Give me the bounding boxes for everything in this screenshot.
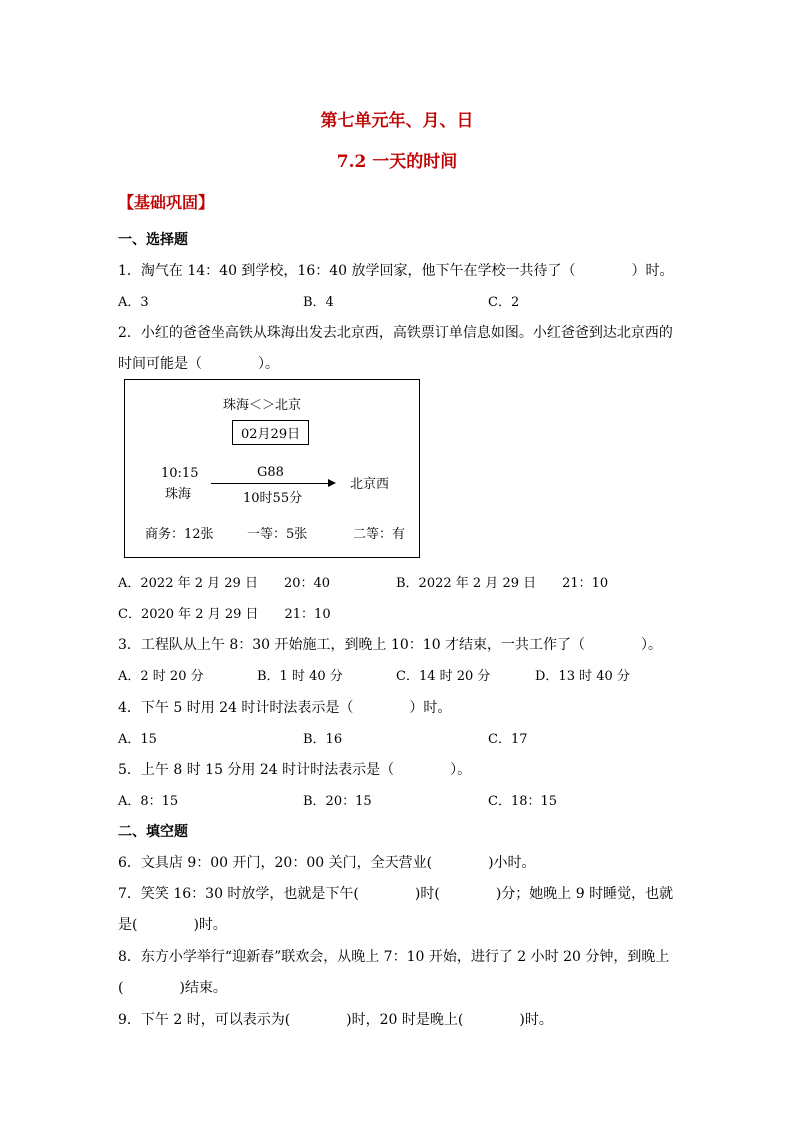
question-3: 3．工程队从上午 8：30 开始施工，到晚上 10：10 才结束，一共工作了（ ）。 <box>118 637 663 653</box>
ticket-route: 珠海＜＞北京 <box>223 398 302 413</box>
lesson-title: 7.2 一天的时间 <box>336 152 458 172</box>
q5-option-b: B．20：15 <box>303 794 372 809</box>
q2-option-b: B．2022 年 2 月 29 日 21：10 <box>396 576 609 591</box>
q1-option-c: C．2 <box>488 295 520 310</box>
question-9: 9．下午 2 时，可以表示为( )时，20 时是晚上( )时。 <box>118 1012 553 1028</box>
question-7-line-2: 是( )时。 <box>118 917 227 933</box>
q3-option-d: D．13 时 40 分 <box>535 669 630 684</box>
question-5: 5．上午 8 时 15 分用 24 时计时法表示是（ ）。 <box>118 762 472 778</box>
ticket-train-number: G88 <box>257 465 284 480</box>
ticket-second-class-seats: 二等：有 <box>353 527 406 542</box>
part1-heading: 一、选择题 <box>118 232 188 248</box>
q2-option-c: C．2020 年 2 月 29 日 21：10 <box>118 607 331 622</box>
q3-option-b: B．1 时 40 分 <box>257 669 343 684</box>
question-8-line-1: 8．东方小学举行“迎新春”联欢会，从晚上 7：10 开始，进行了 2 小时 20 分钟，到晚上 <box>118 949 670 965</box>
part2-heading: 二、填空题 <box>118 824 188 840</box>
question-6: 6．文具店 9：00 开门，20：00 关门，全天营业( )小时。 <box>118 855 536 871</box>
q5-option-c: C．18：15 <box>488 794 558 809</box>
unit-title: 第七单元年、月、日 <box>320 111 474 131</box>
arrow-right-icon <box>328 479 336 487</box>
ticket-depart-station: 珠海 <box>165 487 192 502</box>
question-8-line-2: ( )结束。 <box>118 980 227 996</box>
ticket-business-seats: 商务：12张 <box>145 527 214 542</box>
q2-option-a: A．2022 年 2 月 29 日 20：40 <box>118 576 331 591</box>
q3-option-c: C．14 时 20 分 <box>396 669 491 684</box>
question-1: 1．淘气在 14：40 到学校，16：40 放学回家，他下午在学校一共待了（ ）时。 <box>118 263 674 279</box>
ticket-arrive-station: 北京西 <box>350 477 390 492</box>
ticket-duration: 10时55分 <box>243 491 303 506</box>
train-ticket-figure <box>124 379 420 558</box>
ticket-depart-time: 10:15 <box>161 466 199 481</box>
q3-option-a: A．2 时 20 分 <box>118 669 204 684</box>
q4-option-c: C．17 <box>488 732 528 747</box>
ticket-date: 02月29日 <box>232 420 309 445</box>
question-4: 4．下午 5 时用 24 时计时法表示是（ ）时。 <box>118 700 452 716</box>
ticket-first-class-seats: 一等：5张 <box>247 527 308 542</box>
q1-option-a: A．3 <box>118 295 149 310</box>
q1-option-b: B．4 <box>303 295 334 310</box>
q4-option-a: A．15 <box>118 732 157 747</box>
q4-option-b: B．16 <box>303 732 343 747</box>
question-7-line-1: 7．笑笑 16：30 时放学，也就是下午( )时( )分；她晚上 9 时睡觉，也就 <box>118 886 674 902</box>
q5-option-a: A．8：15 <box>118 794 179 809</box>
ticket-arrow-line <box>211 483 329 484</box>
question-2-line-2: 时间可能是（ ）。 <box>118 356 279 372</box>
question-2-line-1: 2．小红的爸爸坐高铁从珠海出发去北京西，高铁票订单信息如图。小红爸爸到达北京西的 <box>118 325 673 341</box>
section-label: 【基础巩固】 <box>118 193 215 212</box>
